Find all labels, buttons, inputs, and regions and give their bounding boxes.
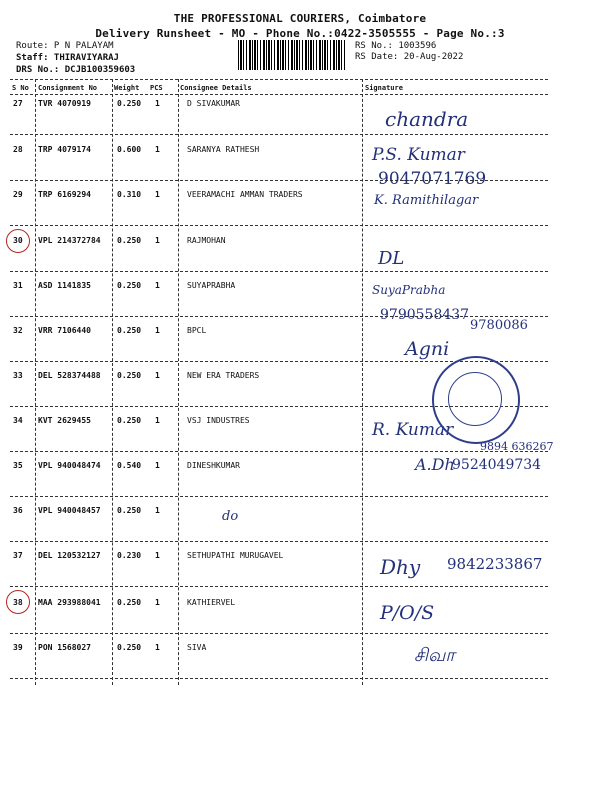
cell-sno: 27: [13, 99, 23, 108]
cell-pcs: 1: [155, 416, 160, 425]
cell-consignee: KATHIERVEL: [187, 598, 236, 607]
cell-weight: 0.250: [117, 281, 142, 290]
cell-consignee: DINESHKUMAR: [187, 461, 240, 470]
handwritten-signature: சிவா: [414, 645, 455, 666]
cell-weight: 0.250: [117, 236, 142, 245]
cell-consignee: VSJ INDUSTRES: [187, 416, 250, 425]
row-divider: [10, 271, 548, 272]
cell-consignee: RAJMOHAN: [187, 236, 226, 245]
cell-weight: 0.540: [117, 461, 142, 470]
barcode: [238, 40, 346, 70]
cell-sno: 30: [13, 236, 23, 245]
handwritten-phone: 9047071769: [378, 169, 487, 189]
cell-weight: 0.250: [117, 643, 142, 652]
row-divider: [10, 225, 548, 226]
handwritten-signature: do: [222, 509, 239, 524]
cell-sno: 39: [13, 643, 23, 652]
row-divider: [10, 316, 548, 317]
handwritten-signature: chandra: [385, 107, 469, 131]
cell-consignment: KVT 2629455: [38, 416, 91, 425]
cell-weight: 0.250: [117, 371, 142, 380]
cell-pcs: 1: [155, 461, 160, 470]
cell-consignment: MAA 293988041: [38, 598, 101, 607]
cell-pcs: 1: [155, 371, 160, 380]
cell-weight: 0.250: [117, 598, 142, 607]
cell-consignment: PON 1568027: [38, 643, 91, 652]
col-header-sno: S No: [12, 84, 29, 92]
handwritten-signature: SuyaPrabha: [372, 283, 446, 297]
cell-pcs: 1: [155, 190, 160, 199]
handwritten-phone: 9524049734: [452, 457, 542, 473]
rs-number: RS No.: 1003596: [355, 41, 437, 51]
cell-weight: 0.250: [117, 99, 142, 108]
col-divider: [112, 79, 113, 685]
col-header-pcs: PCS: [150, 84, 163, 92]
cell-consignee: D SIVAKUMAR: [187, 99, 240, 108]
cell-pcs: 1: [155, 281, 160, 290]
cell-consignment: TVR 4070919: [38, 99, 91, 108]
cell-sno: 34: [13, 416, 23, 425]
cell-consignee: SUYAPRABHA: [187, 281, 236, 290]
cell-pcs: 1: [155, 551, 160, 560]
col-header-signature: Signature: [365, 84, 403, 92]
rs-date: RS Date: 20-Aug-2022: [355, 52, 464, 62]
cell-consignee: SIVA: [187, 643, 207, 652]
cell-sno: 35: [13, 461, 23, 470]
cell-consignment: VRR 7106440: [38, 326, 91, 335]
cell-weight: 0.310: [117, 190, 142, 199]
table-top-rule: [10, 79, 548, 80]
drs-number: DRS No.: DCJB100359603: [16, 65, 136, 75]
col-header-weight: Weight: [114, 84, 140, 92]
cell-pcs: 1: [155, 326, 160, 335]
handwritten-signature: R. Kumar: [372, 420, 454, 440]
cell-sno: 32: [13, 326, 23, 335]
handwritten-phone: 9894 636267: [480, 440, 554, 453]
cell-consignment: TRP 6169294: [38, 190, 91, 199]
runsheet-subtitle: Delivery Runsheet - MO - Phone No.:0422-3505555 - Page No.:3: [95, 27, 505, 40]
handwritten-signature: Dhy: [380, 555, 421, 579]
cell-consignee: SARANYA RATHESH: [187, 145, 260, 154]
handwritten-signature: DL: [378, 248, 405, 269]
cell-sno: 31: [13, 281, 23, 290]
company-stamp: [432, 356, 520, 444]
handwritten-phone: 9780086: [470, 318, 528, 333]
cell-pcs: 1: [155, 236, 160, 245]
handwritten-signature: K. Ramithilagar: [374, 193, 479, 208]
cell-sno: 36: [13, 506, 23, 515]
row-divider: [10, 496, 548, 497]
cell-sno: 38: [13, 598, 23, 607]
circle-mark: [6, 229, 30, 253]
cell-consignee: SETHUPATHI MURUGAVEL: [187, 551, 284, 560]
table-header-rule: [10, 94, 548, 95]
cell-consignment: ASD 1141835: [38, 281, 91, 290]
cell-weight: 0.250: [117, 416, 142, 425]
row-divider: [10, 678, 548, 679]
circle-mark: [6, 590, 30, 614]
handwritten-signature: Agni: [405, 338, 450, 360]
handwritten-signature: P/O/S: [380, 602, 435, 624]
staff-label: Staff: THIRAVIYARAJ: [16, 53, 119, 63]
row-divider: [10, 134, 548, 135]
cell-weight: 0.250: [117, 326, 142, 335]
cell-consignment: DEL 120532127: [38, 551, 101, 560]
cell-consignment: VPL 214372784: [38, 236, 101, 245]
cell-sno: 28: [13, 145, 23, 154]
route-label: Route: P N PALAYAM: [16, 41, 114, 51]
col-divider: [178, 79, 179, 685]
cell-pcs: 1: [155, 99, 160, 108]
cell-pcs: 1: [155, 643, 160, 652]
cell-pcs: 1: [155, 506, 160, 515]
row-divider: [10, 451, 548, 452]
col-divider: [362, 79, 363, 685]
cell-consignment: VPL 940048457: [38, 506, 101, 515]
col-header-consignment: Consignment No: [38, 84, 98, 92]
cell-consignment: TRP 4079174: [38, 145, 91, 154]
cell-pcs: 1: [155, 598, 160, 607]
cell-weight: 0.250: [117, 506, 142, 515]
row-divider: [10, 541, 548, 542]
col-header-consignee: Consignee Details: [180, 84, 252, 92]
cell-weight: 0.230: [117, 551, 142, 560]
row-divider: [10, 586, 548, 587]
cell-sno: 33: [13, 371, 23, 380]
handwritten-signature: A.Dh: [415, 455, 455, 474]
cell-weight: 0.600: [117, 145, 142, 154]
cell-consignment: DEL 528374488: [38, 371, 101, 380]
row-divider: [10, 633, 548, 634]
cell-pcs: 1: [155, 145, 160, 154]
handwritten-phone: 9790558437: [380, 307, 470, 323]
cell-sno: 37: [13, 551, 23, 560]
company-title: THE PROFESSIONAL COURIERS, Coimbatore: [173, 12, 427, 25]
handwritten-signature: P.S. Kumar: [372, 145, 465, 165]
cell-sno: 29: [13, 190, 23, 199]
cell-consignee: BPCL: [187, 326, 207, 335]
cell-consignment: VPL 940048474: [38, 461, 101, 470]
col-divider: [35, 79, 36, 685]
handwritten-phone: 9842233867: [447, 555, 543, 573]
cell-consignee: NEW ERA TRADERS: [187, 371, 260, 380]
cell-consignee: VEERAMACHI AMMAN TRADERS: [187, 190, 303, 199]
row-divider: [10, 180, 548, 181]
